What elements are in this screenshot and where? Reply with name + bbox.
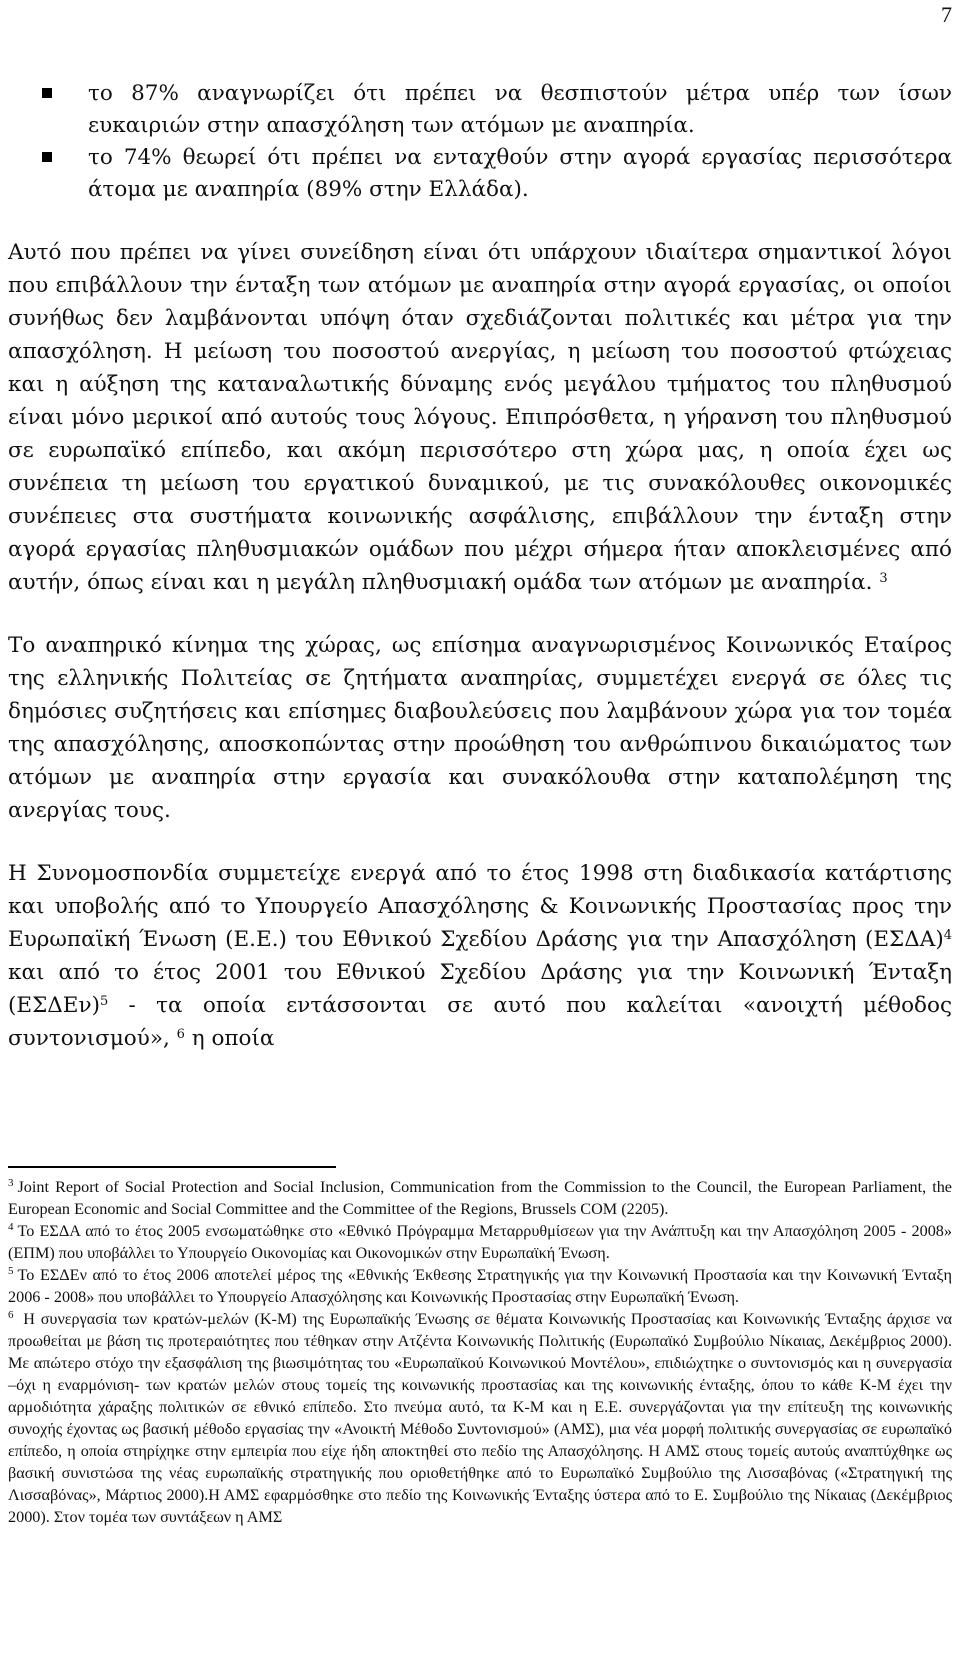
footnote-ref-3[interactable]: 3	[879, 571, 888, 586]
footnote-ref-4[interactable]: 4	[943, 928, 952, 943]
body-text	[8, 78, 952, 1055]
bullet-text: το 74% θεωρεί ότι πρέπει να ενταχθούν στην αγορά εργασίας περισσότερα άτομα με αναπηρία (89% στην Ελλάδα).	[88, 145, 952, 202]
paragraph-text: Το αναπηρικό κίνημα της χώρας, ως επίσημα αναγνωρισμένος Κοινωνικός Εταίρος της ελληνικής Πολιτείας σε ζητήματα αναπηρίας, συμμετέχει ενεργά σε όλες τις δημόσιες συζητήσεις και επίσημες διαβουλεύσεις που λαμβάνουν χώρα για τον τομέα της απασχόλησης, αποσκοπώντας στην προώθηση του ανθρώπινου δικαιώματος των ατόμων με αναπηρία στην εργασία και συνακόλουθα στην καταπολέμηση της ανεργίας τους.	[8, 633, 952, 823]
footnote-number: 4	[8, 1221, 14, 1233]
bullet-item	[8, 142, 952, 206]
footnote-text: Joint Report of Social Protection and Social Inclusion, Communication from the Commission to the Council, the European Parliament, the European Economic and Social Committee and the Committee of the Regions, Brussels COM (2205).	[8, 1178, 952, 1218]
footnote-ref-5[interactable]: 5	[99, 994, 109, 1009]
bullet-item	[8, 78, 952, 142]
paragraph-text: - τα οποία εντάσσονται σε αυτό που καλείται «ανοιχτή μέθοδος συντονισμού»,	[8, 993, 952, 1051]
footnote-number: 6	[8, 1309, 14, 1321]
paragraph-text: Αυτό που πρέπει να γίνει συνείδηση είναι ότι υπάρχουν ιδιαίτερα σημαντικοί λόγοι που επιβάλλουν την ένταξη των ατόμων με αναπηρία στην αγορά εργασίας, οι οποίοι συνήθως δεν λαμβάνονται υπόψη όταν σχεδιάζονται πολιτικές και μέτρα για την απασχόληση. Η μείωση του ποσοστού ανεργίας, η μείωση του ποσοστού φτώχειας και η αύξηση της καταναλωτικής δύναμης ενός μεγάλου τμήματος του πληθυσμού είναι μόνο μερικοί από αυτούς τους λόγους. Επιπρόσθετα, η γήρανση του πληθυσμού σε ευρωπαϊκό επίπεδο, και ακόμη περισσότερο στη χώρα μας, η οποία έχει ως συνέπεια τη μείωση του εργατικού δυναμικού, με τις συνακόλουθες οικονομικές συνέπειες στα συστήματα κοινωνικής ασφάλισης, επιβάλλουν την ένταξη στην αγορά εργασίας πληθυσμιακών ομάδων που μέχρι σήμερα ήταν αποκλεισμένες από αυτήν, όπως είναι και η μεγάλη πληθυσμιακή ομάδα των ατόμων με αναπηρία.	[8, 240, 952, 595]
footnote-4	[8, 1220, 952, 1264]
footnote-text: Το ΕΣΔΕν από το έτος 2006 αποτελεί μέρος της «Εθνικής Έκθεσης Στρατηγικής για την Κοινωνική Προστασία και την Κοινωνική Ένταξη 2006 - 2008» που υποβάλλει το Υπουργείο Απασχόλησης και Κοινωνικής Προστασίας στην Ευρωπαϊκή Ένωση.	[8, 1266, 952, 1306]
square-bullet-icon	[42, 88, 52, 98]
footnote-separator	[8, 1166, 336, 1168]
paragraph-text: και από το έτος 2001 του Εθνικού Σχεδίου Δράσης για την Κοινωνική Ένταξη (ΕΣΔΕν)	[8, 960, 952, 1018]
paragraph-confederation	[8, 857, 952, 1055]
footnote-5	[8, 1264, 952, 1308]
footnote-number: 3	[8, 1177, 14, 1189]
page-number: 7	[941, 2, 952, 27]
paragraph-reasons	[8, 236, 952, 599]
footnote-6	[8, 1308, 952, 1528]
footnote-number: 5	[8, 1265, 14, 1277]
bullet-text: το 87% αναγνωρίζει ότι πρέπει να θεσπιστούν μέτρα υπέρ των ίσων ευκαιριών στην απασχόληση των ατόμων με αναπηρία.	[88, 81, 952, 138]
footnote-text: Η συνεργασία των κρατών-μελών (Κ-Μ) της Ευρωπαϊκής Ένωσης σε θέματα Κοινωνικής Προστασίας και Κοινωνικής Ένταξης άρχισε να προωθείται με βάση τις προτεραιότητες που τέθηκαν στην Ατζέντα Κοινωνικής Πολιτικής (Ευρωπαϊκό Συμβούλιο Νίκαιας, Δεκέμβριος 2000). Με απώτερο στόχο την εξασφάλιση της βιωσιμότητας του «Ευρωπαϊκού Κοινωνικού Μοντέλου», επιδιώχτηκε ο συντονισμός και η συνεργασία –όχι η εναρμόνιση- των κρατών μελών στους τομείς της κοινωνικής προστασίας και της κοινωνικής ένταξης, όπου το κάθε Κ-Μ έχει την αρμοδιότητα χάραξης πολιτικών σε εθνικό επίπεδο. Στο πνεύμα αυτό, τα Κ-Μ και η Ε.Ε. συνεργάζονται για την επίτευξη της κοινωνικής συνοχής έχοντας ως βασική μέθοδο εργασίας την «Ανοικτή Μέθοδο Συντονισμού» (ΑΜΣ), μια νέα μορφή πολιτικής συνεργασίας σε ευρωπαϊκό επίπεδο, η οποία στηρίχηκε στην εμπειρία που είχε ήδη αποκτηθεί στο πεδίο της Απασχόλησης. Η ΑΜΣ στους τομείς αυτούς αναπτύχθηκε ως βασική συνιστώσα της νέας ευρωπαϊκής στρατηγικής που οριοθετήθηκε από το Ευρωπαϊκό Συμβούλιο της Λισσαβόνας («Στρατηγική της Λισσαβόνας», Μάρτιος 2000).Η ΑΜΣ εφαρμόσθηκε στο πεδίο της Κοινωνικής Ένταξης ύστερα από το Ε. Συμβούλιο της Νίκαιας (Δεκέμβριος 2000). Στον τομέα των συντάξεων η ΑΜΣ	[8, 1310, 952, 1526]
paragraph-text: η οποία	[184, 1026, 275, 1051]
paragraph-disability-movement	[8, 629, 952, 827]
footnote-text: Το ΕΣΔΑ από το έτος 2005 ενσωματώθηκε στο «Εθνικό Πρόγραμμα Μεταρρυθμίσεων για την Ανάπτυξη και την Απασχόληση 2005 - 2008» (ΕΠΜ) που υποβάλλει το Υπουργείο Οικονομίας και Οικονομικών στην Ευρωπαϊκή Ένωση.	[8, 1222, 952, 1262]
footnote-ref-6[interactable]: 6	[176, 1027, 185, 1042]
square-bullet-icon	[42, 152, 52, 162]
bullet-list	[8, 78, 952, 206]
paragraph-text: Η Συνομοσπονδία συμμετείχε ενεργά από το έτος 1998 στη διαδικασία κατάρτισης και υποβολής από το Υπουργείο Απασχόλησης & Κοινωνικής Προστασίας προς την Ευρωπαϊκή Ένωση (Ε.Ε.) του Εθνικού Σχεδίου Δράσης για την Απασχόληση (ΕΣΔΑ)	[8, 861, 952, 952]
footnote-3	[8, 1176, 952, 1220]
footnotes	[8, 1176, 952, 1528]
